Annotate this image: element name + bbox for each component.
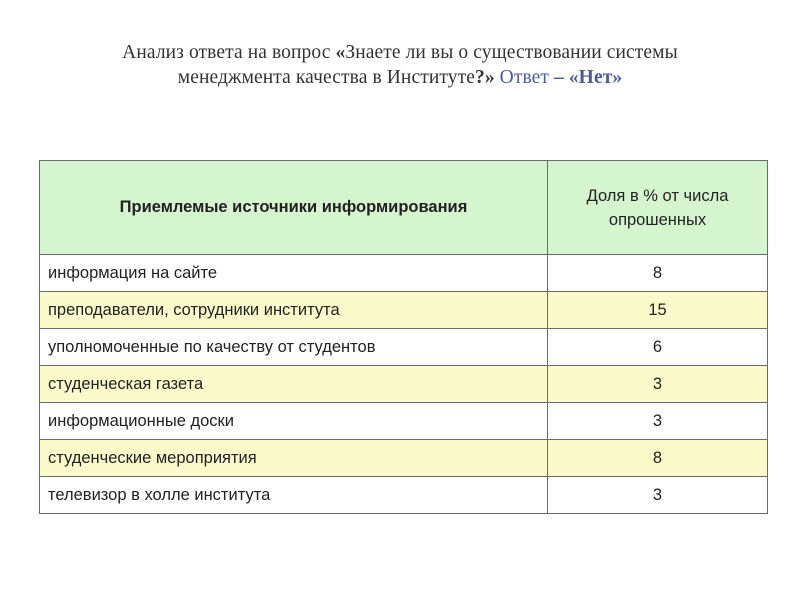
value-cell: 3 xyxy=(548,403,768,440)
source-cell: уполномоченные по качеству от студентов xyxy=(40,329,548,366)
table-row xyxy=(40,292,768,329)
table-row xyxy=(40,477,768,514)
table-row xyxy=(40,366,768,403)
table-row xyxy=(40,403,768,440)
source-cell: информационные доски xyxy=(40,403,548,440)
value-cell: 8 xyxy=(548,440,768,477)
table-row xyxy=(40,329,768,366)
value-cell: 6 xyxy=(548,329,768,366)
sources-table xyxy=(39,160,768,514)
table-row xyxy=(40,255,768,292)
header-share: Доля в % от числа опрошенных xyxy=(548,161,768,255)
title-open-quote: « xyxy=(335,42,346,63)
answer-value: «Нет» xyxy=(563,67,623,88)
table-header-row xyxy=(40,161,768,255)
answer-dash: – xyxy=(554,67,564,88)
title-question-part1: Знаете ли вы о существовании системы xyxy=(345,42,678,63)
answer-label: Ответ xyxy=(494,67,554,88)
value-cell: 8 xyxy=(548,255,768,292)
source-cell: телевизор в холле института xyxy=(40,477,548,514)
source-cell: информация на сайте xyxy=(40,255,548,292)
header-sources: Приемлемые источники информирования xyxy=(40,161,548,255)
value-cell: 15 xyxy=(548,292,768,329)
title-question-part2: менеджмента качества в Институте xyxy=(177,67,475,88)
source-cell: студенческая газета xyxy=(40,366,548,403)
source-cell: студенческие мероприятия xyxy=(40,440,548,477)
slide-title-line2 xyxy=(0,65,800,90)
table-row xyxy=(40,440,768,477)
slide-title xyxy=(0,40,800,90)
title-close-quote: ?» xyxy=(474,67,495,88)
value-cell: 3 xyxy=(548,477,768,514)
source-cell: преподаватели, сотрудники института xyxy=(40,292,548,329)
answer-text xyxy=(495,67,623,88)
value-cell: 3 xyxy=(548,366,768,403)
slide-title-line1 xyxy=(0,40,800,65)
title-prefix: Анализ ответа на вопрос xyxy=(122,42,336,63)
